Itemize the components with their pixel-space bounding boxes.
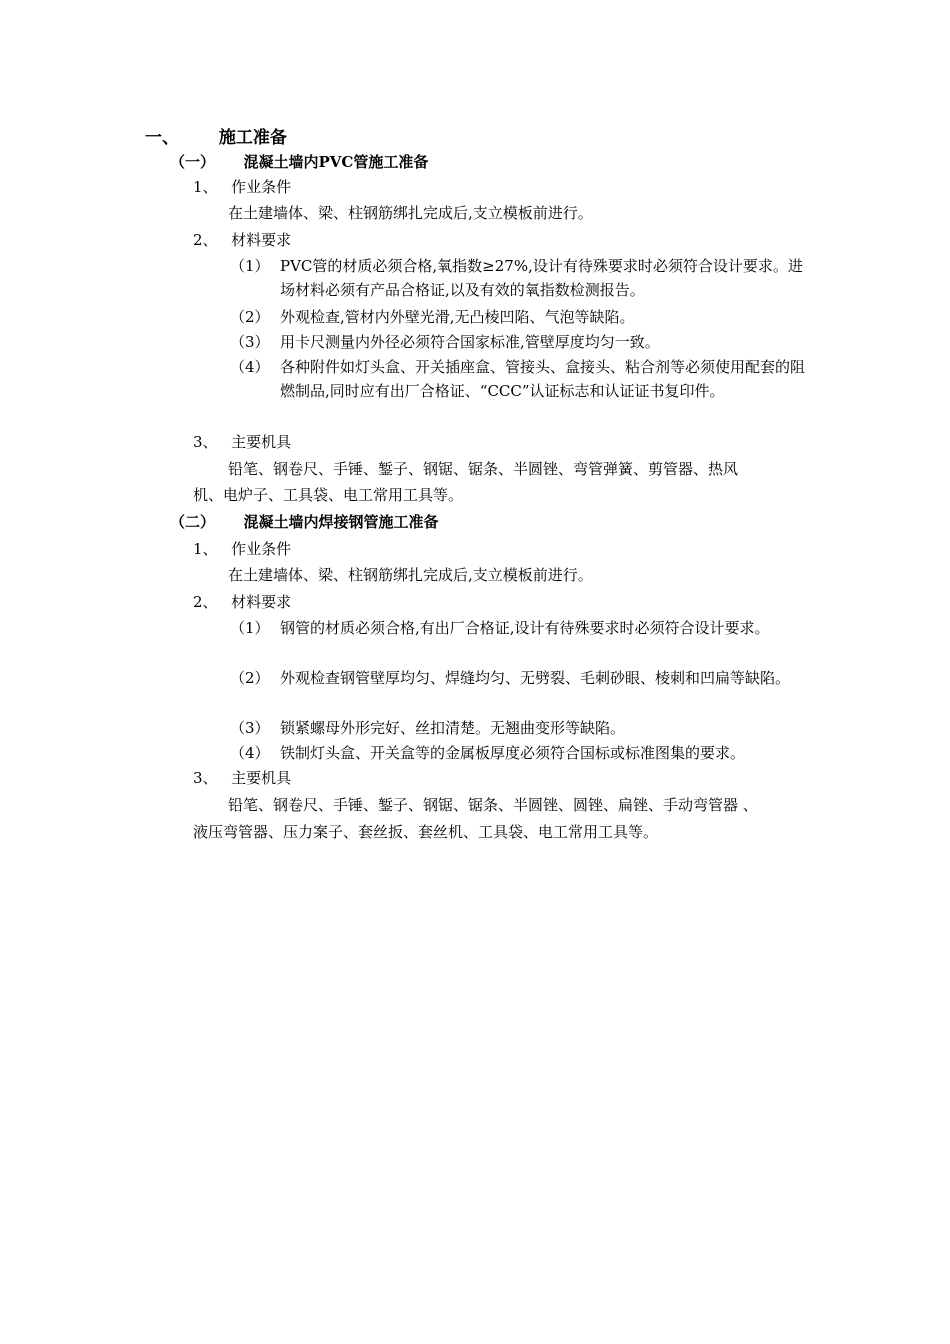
list-item-number: （3） <box>230 333 270 351</box>
list-item-text: 外观检查钢管壁厚均匀、焊缝均匀、无劈裂、毛刺砂眼、棱刺和凹扁等缺陷。 <box>280 669 791 687</box>
subsection-title: 混凝土墙内PVC管施工准备 <box>243 153 429 171</box>
item-label: 材料要求 <box>231 231 292 249</box>
list-item-text: 用卡尺测量内外径必须符合国家标准,管壁厚度均匀一致。 <box>280 333 660 351</box>
list-item-text: PVC管的材质必须合格,氧指数≥27%,设计有待殊要求时必须符合设计要求。进场材料必须有产品合格证,以及有效的氧指数检测报告。 <box>280 257 803 299</box>
tools-text-line2: 机、电炉子、工具袋、电工常用工具等。 <box>193 486 464 504</box>
item-number: 1、 <box>193 178 218 196</box>
section-title: 施工准备 <box>218 128 287 148</box>
materials-heading <box>193 230 291 250</box>
item-number: 2、 <box>193 231 218 249</box>
tools-text-line2: 液压弯管器、压力案子、套丝扳、套丝机、工具袋、电工常用工具等。 <box>193 823 659 841</box>
subsection-number: （一） <box>170 153 216 171</box>
list-item-number: （2） <box>230 308 270 326</box>
list-item-number: （1） <box>230 619 270 637</box>
item-number: 2、 <box>193 593 218 611</box>
item-number: 3、 <box>193 433 218 451</box>
subsection-heading-1 <box>170 152 428 172</box>
subsection-heading-2 <box>170 512 439 532</box>
list-item-number: （4） <box>230 358 270 376</box>
conditions-heading <box>193 177 291 197</box>
conditions-text: 在土建墙体、梁、柱钢筋绑扎完成后,支立模板前进行。 <box>228 204 593 222</box>
list-item-text: 各种附件如灯头盒、开关插座盒、管接头、盒接头、粘合剂等必须使用配套的阻燃制品,同时应有出厂合格证、“CCC”认证标志和认证证书复印件。 <box>280 358 806 400</box>
tools-heading <box>193 768 291 788</box>
item-number: 3、 <box>193 769 218 787</box>
subsection-title: 混凝土墙内焊接钢管施工准备 <box>243 513 439 531</box>
item-number: 1、 <box>193 540 218 558</box>
tools-heading <box>193 432 291 452</box>
item-label: 作业条件 <box>231 540 292 558</box>
list-item-number: （1） <box>230 257 270 275</box>
list-item-text: 铁制灯头盒、开关盒等的金属板厚度必须符合国标或标准图集的要求。 <box>280 744 746 762</box>
materials-heading <box>193 592 291 612</box>
section-number: 一、 <box>145 128 179 148</box>
list-item-text: 外观检查,管材内外壁光滑,无凸棱凹陷、气泡等缺陷。 <box>280 308 635 326</box>
conditions-text: 在土建墙体、梁、柱钢筋绑扎完成后,支立模板前进行。 <box>228 566 593 584</box>
item-label: 材料要求 <box>231 593 292 611</box>
list-item-number: （2） <box>230 669 270 687</box>
item-label: 作业条件 <box>231 178 292 196</box>
item-label: 主要机具 <box>231 769 292 787</box>
list-item-number: （4） <box>230 744 270 762</box>
tools-text-line1: 铅笔、钢卷尺、手锤、錾子、钢锯、锯条、半圆锉、圆锉、扁锉、手动弯管器 、 <box>228 796 758 814</box>
section-heading <box>145 128 287 148</box>
item-label: 主要机具 <box>231 433 292 451</box>
subsection-number: （二） <box>170 513 216 531</box>
list-item-text: 锁紧螺母外形完好、丝扣清楚。无翘曲变形等缺陷。 <box>280 719 626 737</box>
list-item-number: （3） <box>230 719 270 737</box>
list-item-text: 钢管的材质必须合格,有出厂合格证,设计有待殊要求时必须符合设计要求。 <box>280 619 770 637</box>
conditions-heading <box>193 539 291 559</box>
tools-text-line1: 铅笔、钢卷尺、手锤、錾子、钢锯、锯条、半圆锉、弯管弹簧、剪管器、热风 <box>228 460 739 478</box>
